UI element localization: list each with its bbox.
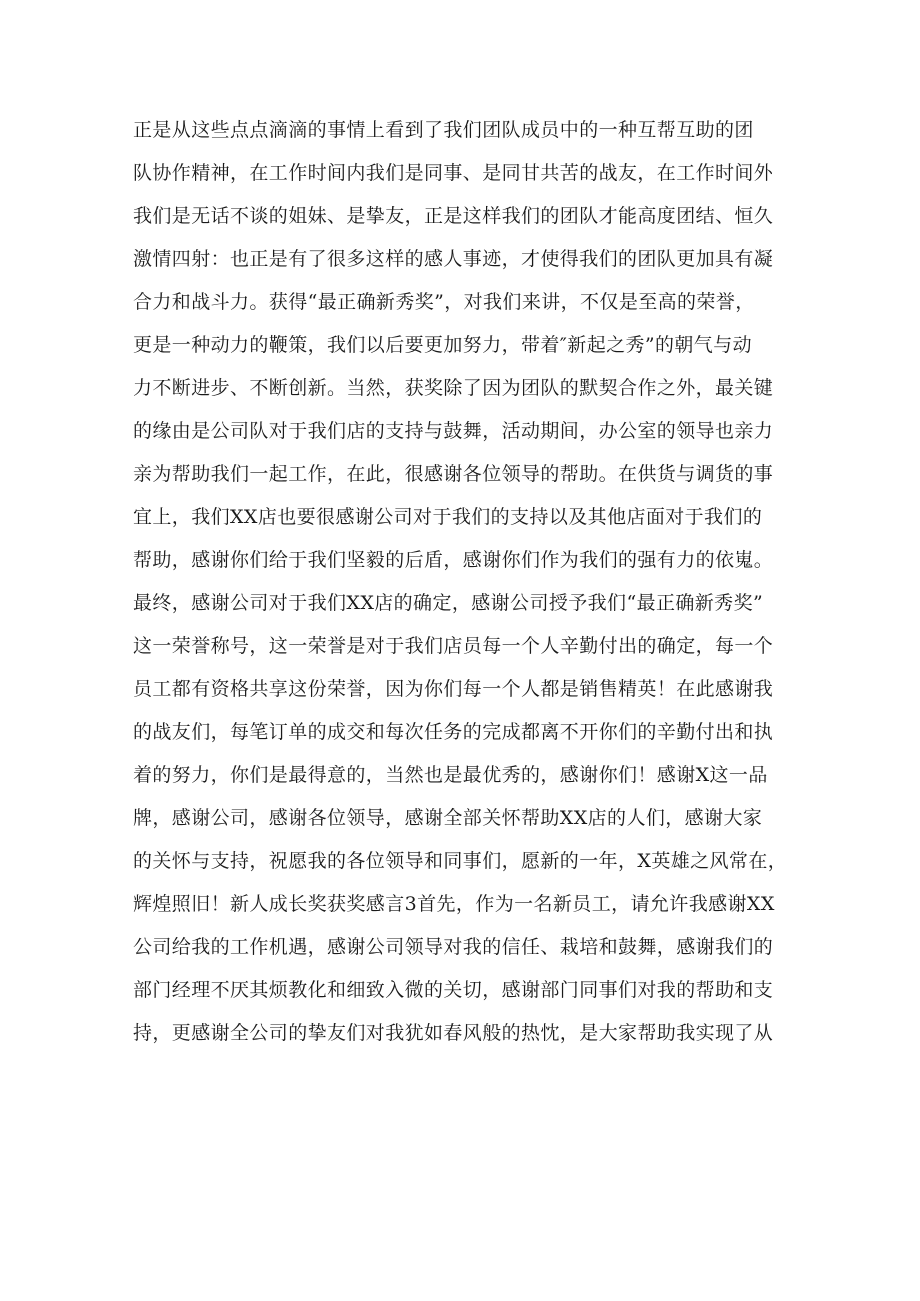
text-line: 着的努力，你们是最得意的，当然也是最优秀的，感谢你们！感谢X这一品 [133, 764, 768, 786]
text-line: 牌，感谢公司，感谢各位领导，感谢全部关怀帮助XX店的人们，感谢大家 [133, 807, 763, 829]
text-line: 亲为帮助我们一起工作，在此，很感谢各位领导的帮助。在供货与调货的事 [133, 463, 774, 485]
text-line: 部门经理不厌其烦教化和细致入微的关切，感谢部门同事们对我的帮助和支 [133, 979, 774, 1001]
text-line: 合力和战斗力。获得“最正确新秀奖”，对我们来讲，不仅是至高的荣誉， [133, 291, 755, 313]
text-line: 公司给我的工作机遇，感谢公司领导对我的信任、栽培和鼓舞，感谢我们的 [133, 936, 774, 958]
text-line: 队协作精神，在工作时间内我们是同事、是同甘共苦的战友，在工作时间外 [133, 162, 774, 184]
body-text [133, 109, 803, 1055]
text-line: 的缘由是公司队对于我们店的支持与鼓舞，活动期间，办公室的领导也亲力 [133, 420, 774, 442]
text-line: 的战友们，每笔订单的成交和每次任务的完成都离不开你们的辛勤付出和执 [133, 721, 774, 743]
text-line: 宜上，我们XX店也要很感谢公司对于我们的支持以及其他店面对于我们的 [133, 506, 763, 528]
text-line: 的关怀与支持，祝愿我的各位领导和同事们，愿新的一年，X英雄之风常在， [133, 850, 788, 872]
text-line: 力不断进步、不断创新。当然，获奖除了因为团队的默契合作之外，最关键 [133, 377, 774, 399]
text-line: 持，更感谢全公司的挚友们对我犹如春风般的热忱，是大家帮助我实现了从 [133, 1022, 774, 1044]
text-line: 帮助，感谢你们给于我们坚毅的后盾，感谢你们作为我们的强有力的依嵬。 [133, 549, 774, 571]
text-line: 员工都有资格共享这份荣誉，因为你们每一个人都是销售精英！在此感谢我 [133, 678, 774, 700]
text-line: 正是从这些点点滴滴的事情上看到了我们团队成员中的一种互帮互助的团 [133, 119, 754, 141]
text-line: 更是一种动力的鞭策，我们以后要更加努力，带着″新起之秀”的朝气与动 [133, 334, 753, 356]
text-line: 激情四射：也正是有了很多这样的感人事迹，才使得我们的团队更加具有凝 [133, 248, 774, 270]
text-line: 我们是无话不谈的姐妹、是挚友，正是这样我们的团队才能高度团结、恒久 [133, 205, 774, 227]
text-line: 辉煌照旧！新人成长奖获奖感言3首先，作为一名新员工，请允许我感谢XX [133, 893, 775, 915]
text-line: 最终，感谢公司对于我们XX店的确定，感谢公司授予我们“最正确新秀奖” [133, 592, 764, 614]
text-line: 这一荣誉称号，这一荣誉是对于我们店员每一个人辛勤付出的确定，每一个 [133, 635, 774, 657]
